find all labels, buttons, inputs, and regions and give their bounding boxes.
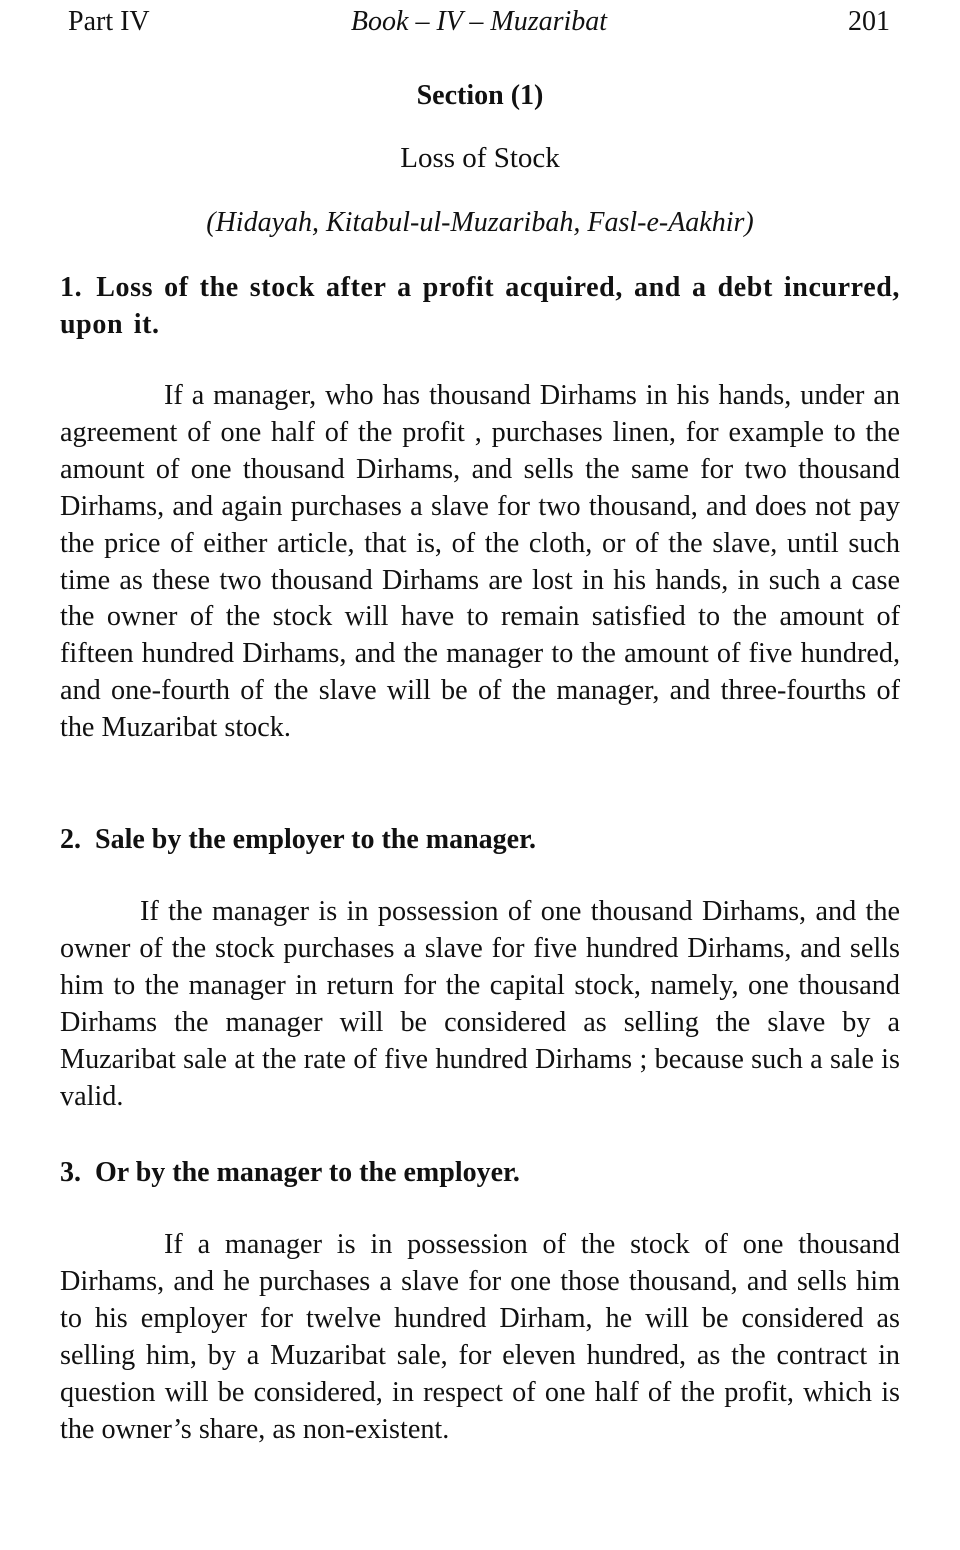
item-3-number: 3.: [60, 1157, 81, 1188]
item-2-heading-text: Sale by the employer to the manager.: [95, 824, 536, 855]
item-2-number: 2.: [60, 824, 81, 855]
item-2-heading: [60, 821, 900, 858]
page-number: 201: [848, 6, 890, 37]
section-subtitle: Loss of Stock: [400, 142, 560, 174]
item-2-paragraph: If the manager is in possession of one thousand Dirhams, and the owner of the stock purchases a slave for five hundred Dirhams, and sells him to the manager in return for the capital stock, namely, one thousand Dirhams the manager will be considered as selling the slave by a Muzaribat sale at the rate of five hundred Dirhams ; because such a sale is valid.: [60, 896, 900, 1112]
section-citation: (Hidayah, Kitabul-ul-Muzaribah, Fasl-e-Aakhir): [206, 207, 754, 238]
item-1-heading: [60, 269, 900, 343]
item-1-paragraph: If a manager, who has thousand Dirhams in his hands, under an agreement of one half of the profit , purchases linen, for example to the amount of one thousand Dirhams, and sells the same for two thousand Dirhams, and again purchases a slave for two thousand, and does not pay the price of either article, that is, of the cloth, or of the slave, until such time as these two thousand Dirhams are lost in his hands, in such a case the owner of the stock will have to remain satisfied to the amount of fifteen hundred Dirhams, and the manager to the amount of five hundred, and one-fourth of the slave will be of the manager, and three-fourths of the Muzaribat stock.: [60, 380, 900, 744]
item-3-heading-text: Or by the manager to the employer.: [95, 1157, 520, 1188]
item-3-heading: [60, 1154, 900, 1191]
part-label: Part IV: [68, 6, 150, 37]
item-1-number: 1.: [60, 272, 83, 303]
item-3-paragraph: If a manager is in possession of the stock of one thousand Dirhams, and he purchases a slave for one those thousand, and sells him to his employer for twelve hundred Dirham, he will be considered as selling him, by a Muzaribat sale, for eleven hundred, as the contract in question will be considered, in respect of one half of the profit, which is the owner’s share, as non-existent.: [60, 1229, 900, 1445]
page-header: [68, 2, 890, 42]
item-1-heading-text: Loss of the stock after a profit acquired, and a debt incurred, upon it.: [60, 272, 900, 340]
section-title: Section (1): [416, 80, 544, 111]
book-title: Book – IV – Muzaribat: [350, 6, 608, 37]
